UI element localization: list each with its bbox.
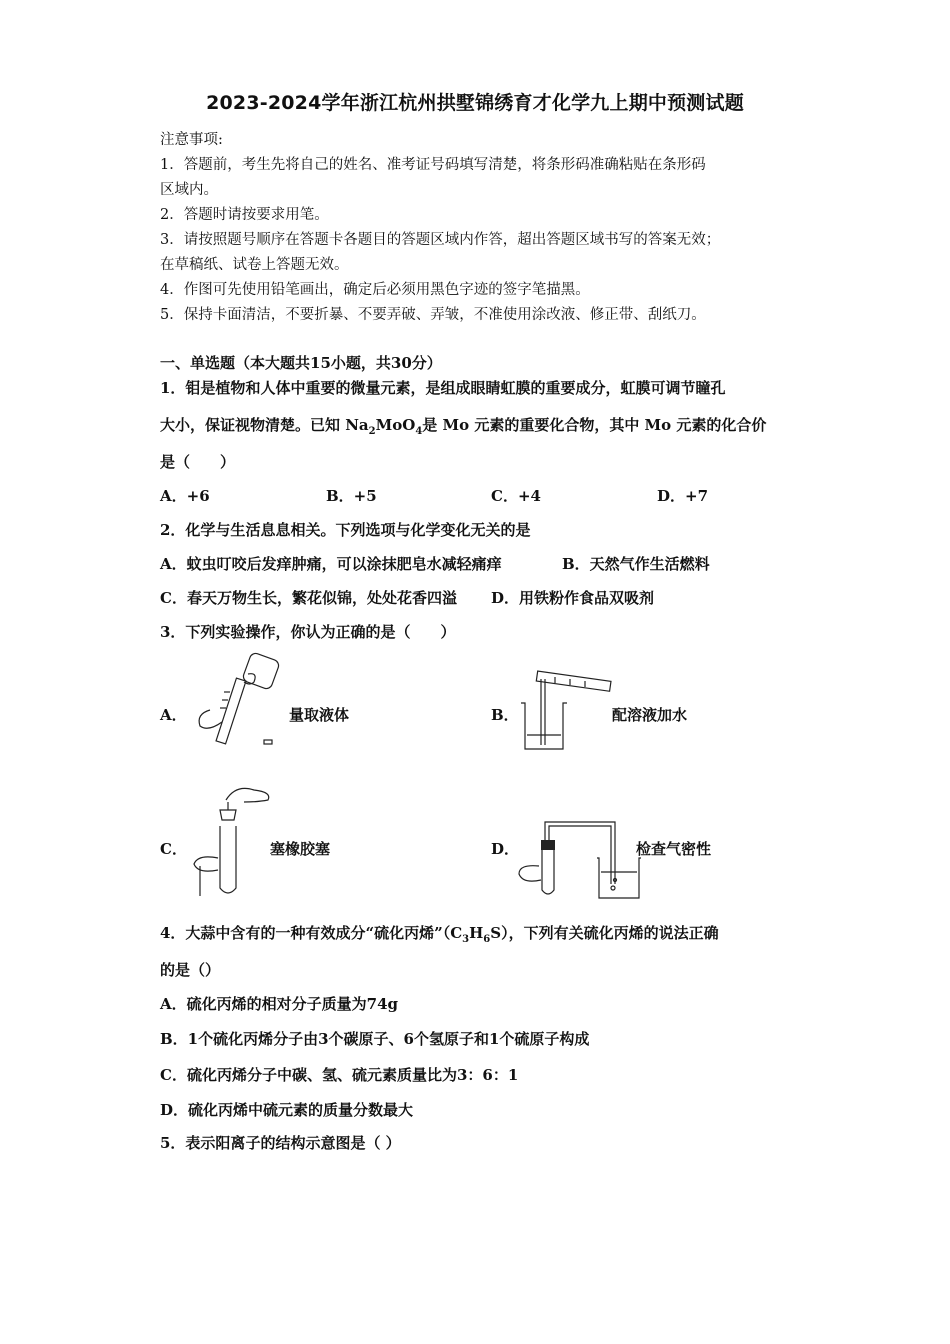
q1-line3: 是（ ） [160, 453, 236, 471]
q1-option-c: C．+4 [491, 487, 541, 505]
q3-option-d-caption: 检查气密性 [636, 840, 712, 858]
q4-option-b: B．1个硫化丙烯分子由3个碳原子、6个氢原子和1个硫原子构成 [160, 1030, 590, 1048]
q3-option-c-letter: C． [160, 840, 187, 858]
q2-option-d: D．用铁粉作食品双吸剂 [491, 589, 655, 607]
section-heading: 一、单选题（本大题共15小题，共30分） [160, 354, 442, 372]
q4-option-a: A．硫化丙烯的相对分子质量为74g [160, 995, 399, 1013]
q1-line2: 大小，保证视物清楚。已知 $Na_2MoO_4$是 Mo 元素的重要化合物，其中 Mo 元素的化合价 [160, 416, 767, 437]
q1-line1: 1．钼是植物和人体中重要的微量元素，是组成眼睛虹膜的重要成分，虹膜可调节瞳孔 [160, 379, 726, 397]
notice-heading: 注意事项: [160, 132, 223, 148]
q1-option-a: A．+6 [160, 487, 210, 505]
q3-option-d-letter: D． [491, 840, 520, 858]
notice-item: 1．答题前，考生先将自己的姓名、准考证号码填写清楚，将条形码准确粘贴在条形码 [160, 157, 706, 173]
notice-item: 区域内。 [160, 182, 218, 198]
q1-option-d: D．+7 [657, 487, 709, 505]
q5-stem: 5．表示阳离子的结构示意图是（ ） [160, 1134, 401, 1152]
q2-stem: 2．化学与生活息息相关。下列选项与化学变化无关的是 [160, 521, 531, 539]
page-title: 2023-2024学年浙江杭州拱墅锦绣育才化学九上期中预测试题 [206, 92, 744, 114]
q4-line1: 4．大蒜中含有的一种有效成分“硫化丙烯$”(C_3H_6S)$，下列有关硫化丙烯的说法正确 [160, 924, 719, 945]
q2-option-c: C．春天万物生长，繁花似锦，处处花香四溢 [160, 589, 457, 607]
q3-stem: 3．下列实验操作，你认为正确的是（ ） [160, 623, 456, 641]
q2-option-b: B．天然气作生活燃料 [562, 555, 710, 573]
airtightness-check-figure [515, 812, 643, 902]
q4-option-d: D．硫化丙烯中硫元素的质量分数最大 [160, 1101, 414, 1119]
q1-option-b: B．+5 [326, 487, 377, 505]
q3-option-b-letter: B． [491, 706, 519, 724]
q3-option-c-caption: 塞橡胶塞 [270, 840, 331, 858]
q3-option-a-caption: 量取液体 [289, 706, 350, 724]
notice-item: 2．答题时请按要求用笔。 [160, 207, 329, 223]
graduated-cylinder-pour-figure [188, 652, 288, 752]
notice-item: 5．保持卡面清洁，不要折暴、不要弄破、弄皱，不准使用涂改液、修正带、刮纸刀。 [160, 307, 706, 323]
notice-item: 在草稿纸、试卷上答题无效。 [160, 257, 349, 273]
notice-item: 3．请按照题号顺序在答题卡各题目的答题区域内作答，超出答题区域书写的答案无效； [160, 232, 721, 248]
notice-item: 4．作图可先使用铅笔画出，确定后必须用黑色字迹的签字笔描黑。 [160, 282, 590, 298]
q3-option-b-caption: 配溶液加水 [612, 706, 688, 724]
q4-line2: 的是（） [160, 961, 221, 979]
test-tube-stopper-figure [188, 782, 278, 900]
beaker-with-cylinder-figure [515, 665, 615, 755]
q2-option-a: A．蚊虫叮咬后发痒肿痛，可以涂抹肥皂水减轻痛痒 [160, 555, 502, 573]
q4-option-c: C．硫化丙烯分子中碳、氢、硫元素质量比为3：6：1 [160, 1066, 519, 1084]
q3-option-a-letter: A． [160, 706, 187, 724]
